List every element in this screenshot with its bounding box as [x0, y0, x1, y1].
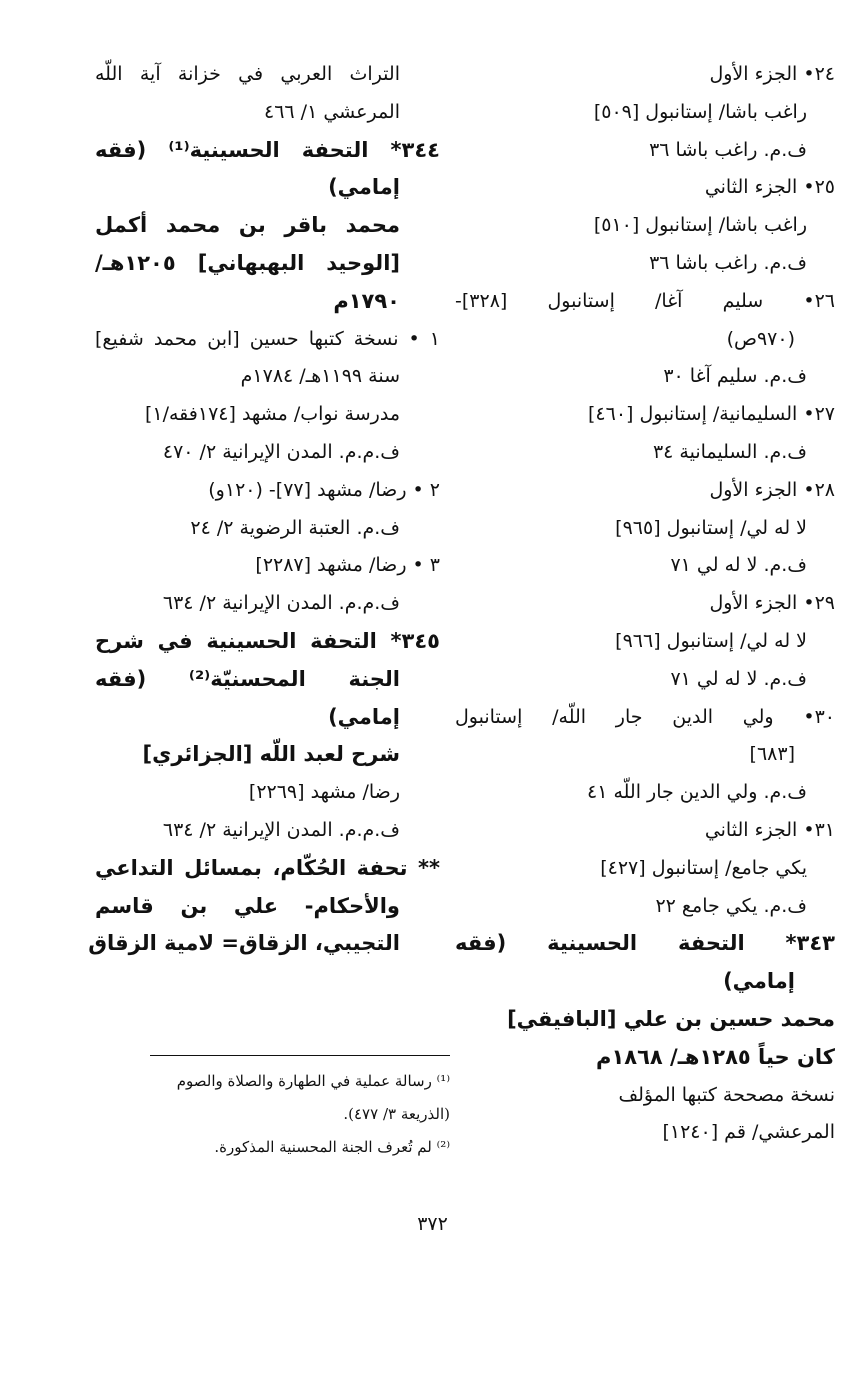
entry-line: ف.م. العتبة الرضوية ٢/ ٢٤: [190, 516, 400, 539]
entry-line: ** تحفة الحُكّام، بمسائل التداعي: [95, 855, 440, 880]
entry-line: والأحكام- علي بن قاسم: [95, 893, 400, 918]
entry-line: محمد حسين بن علي [البافيقي]: [507, 1006, 835, 1031]
entry-line: رضا/ مشهد [٢٢٦٩]: [248, 781, 400, 804]
entry-line: ٢٦• سليم آغا/ إستانبول [٣٢٨]-: [455, 289, 835, 312]
footnote-line: ⁽²⁾ لم تُعرف الجنة المحسنية المذكورة.: [214, 1138, 450, 1156]
entry-line: محمد باقر بن محمد أكمل: [95, 213, 400, 238]
entry-line: ٣٤٥* التحفة الحسينية في شرح: [95, 628, 440, 653]
footnotes: [95, 1065, 450, 1164]
entry-line: ف.م. ولي الدين جار اللّه ٤١: [586, 781, 807, 804]
entry-line: المرعشي ١/ ٤٦٦: [264, 100, 400, 123]
entry-line: إمامي): [328, 704, 400, 729]
entry-line: (٩٧٠ص): [726, 327, 795, 350]
entry-line: ف.م.م. المدن الإيرانية ٢/ ٤٧٠: [162, 440, 400, 463]
footnote-line: (الذريعة ٣/ ٤٧٧).: [343, 1105, 450, 1123]
entry-line: شرح لعبد اللّه [الجزائري]: [142, 742, 400, 767]
entry-line: ف.م. راغب باشا ٣٦: [649, 138, 807, 161]
entry-line: نسخة مصححة كتبها المؤلف: [618, 1083, 835, 1106]
entry-line: [٦٨٣]: [749, 743, 795, 766]
entry-line: راغب باشا/ إستانبول [٥٠٩]: [593, 100, 807, 123]
left-column: [88, 56, 440, 963]
entry-line: لا له لي/ إستانبول [٩٦٥]: [615, 516, 807, 539]
entry-line: يكي جامع/ إستانبول [٤٢٧]: [600, 856, 807, 879]
entry-line: سنة ١١٩٩هـ/ ١٧٨٤م: [240, 365, 400, 388]
entry-line: ٢٧• السليمانية/ إستانبول [٤٦٠]: [588, 403, 835, 426]
entry-line: ف.م. لا له لي ٧١: [670, 667, 807, 690]
entry-line: ف.م.م. المدن الإيرانية ٢/ ٦٣٤: [162, 592, 400, 615]
entry-line: التراث العربي في خزانة آية اللّه: [95, 63, 400, 85]
entry-line: ٢٤• الجزء الأول: [709, 63, 835, 85]
entry-line: ف.م. لا له لي ٧١: [670, 554, 807, 577]
entry-line: التجيبي، الزقاق= لامية الزقاق: [88, 931, 400, 956]
entry-line: لا له لي/ إستانبول [٩٦٦]: [615, 629, 807, 652]
entry-line: ٣١• الجزء الثاني: [704, 818, 835, 841]
entry-line: [الوحيد البهبهاني] ١٢٠٥هـ/: [95, 250, 400, 275]
entry-line: ف.م. سليم آغا ٣٠: [663, 365, 807, 388]
entry-line: ٣ • رضا/ مشهد [٢٢٨٧]: [255, 554, 440, 577]
entry-line: مدرسة نواب/ مشهد [١٧٤فقه/١]: [144, 403, 400, 426]
entry-line: المرعشي/ قم [١٢٤٠]: [662, 1121, 835, 1144]
entry-line: إمامي): [328, 175, 400, 200]
entry-line: ٣٠• ولي الدين جار اللّه/ إستانبول: [455, 705, 835, 728]
entry-line: ٣٤٣* التحفة الحسينية (فقه: [455, 931, 835, 956]
entry-line: كان حياً ١٢٨٥هـ/ ١٨٦٨م: [596, 1044, 835, 1069]
entry-line: ٢٥• الجزء الثاني: [704, 176, 835, 199]
footnote-separator: [150, 1055, 450, 1056]
entry-line: ٣٤٤* التحفة الحسينية⁽¹⁾ (فقه: [95, 137, 440, 162]
footnote-line: ⁽¹⁾ رسالة عملية في الطهارة والصلاة والصوم: [176, 1072, 450, 1090]
entry-line: ف.م. السليمانية ٣٤: [652, 440, 807, 463]
entry-line: ٢٨• الجزء الأول: [709, 478, 835, 501]
entry-line: ١٧٩٠م: [333, 288, 400, 313]
entry-line: ٢ • رضا/ مشهد [٧٧]- (١٢٠و): [208, 478, 440, 501]
entry-line: إمامي): [723, 969, 795, 994]
entry-line: ١ • نسخة كتبها حسين [ابن محمد شفيع]: [95, 327, 440, 350]
right-column: [455, 56, 835, 1152]
entry-line: ف.م. يكي جامع ٢٢: [655, 894, 807, 917]
entry-line: ف.م. راغب باشا ٣٦: [649, 251, 807, 274]
entry-line: راغب باشا/ إستانبول [٥١٠]: [593, 214, 807, 237]
entry-line: ف.م.م. المدن الإيرانية ٢/ ٦٣٤: [162, 818, 400, 841]
page-number: ٣٧٢: [417, 1213, 448, 1235]
entry-line: الجنة المحسنيّة⁽²⁾ (فقه: [95, 666, 401, 691]
entry-line: ٢٩• الجزء الأول: [709, 592, 835, 615]
